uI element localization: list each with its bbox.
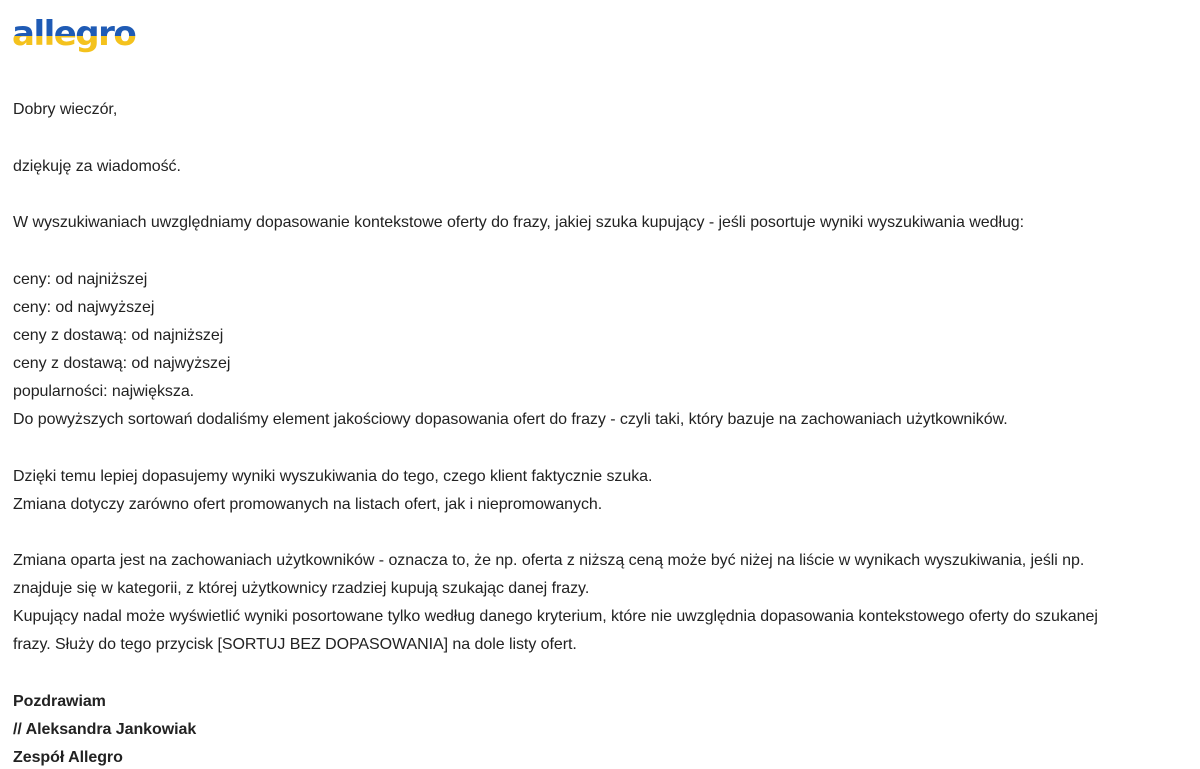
paragraph-3-line-3: Kupujący nadal może wyświetlić wyniki posortowane tylko według danego kryterium, które nie uwzględnia dopasowania kontekstowego oferty do szukanej [13, 608, 1098, 625]
svg-text:allegro: allegro [12, 14, 136, 54]
paragraph-2-line-1: Dzięki temu lepiej dopasujemy wyniki wyszukiwania do tego, czego klient faktycznie szuka. [13, 468, 653, 485]
paragraph-3-line-1: Zmiana oparta jest na zachowaniach użytkowników - oznacza to, że np. oferta z niższą ceną może być niżej na liście w wynikach wyszukiwania, jeśli np. [13, 552, 1085, 569]
signature-name: // Aleksandra Jankowiak [13, 721, 197, 738]
thanks-line: dziękuję za wiadomość. [13, 158, 181, 175]
paragraph-2-line-2: Zmiana dotyczy zarówno ofert promowanych na listach ofert, jak i niepromowanych. [13, 496, 603, 513]
greeting: Dobry wieczór, [13, 101, 118, 118]
sort-option: ceny: od najwyższej [13, 299, 155, 316]
sort-option: popularności: największa. [13, 383, 195, 400]
intro-paragraph: W wyszukiwaniach uwzględniamy dopasowanie kontekstowe oferty do frazy, jakiej szuka kupujący - jeśli posortuje wyniki wyszukiwania według: [13, 214, 1025, 231]
sort-option: ceny z dostawą: od najwyższej [13, 355, 231, 372]
sort-option: ceny z dostawą: od najniższej [13, 327, 224, 344]
sort-option: ceny: od najniższej [13, 271, 148, 288]
paragraph-3-line-4: frazy. Służy do tego przycisk [SORTUJ BEZ DOPASOWANIA] na dole listy ofert. [13, 636, 577, 653]
sort-note: Do powyższych sortowań dodaliśmy element jakościowy dopasowania ofert do frazy - czyli taki, który bazuje na zachowaniach użytkowników. [13, 411, 1008, 428]
signature-closing: Pozdrawiam [13, 693, 106, 710]
paragraph-3-line-2: znajduje się w kategorii, z której użytkownicy rzadziej kupują szukając danej frazy. [13, 580, 590, 597]
signature-team: Zespół Allegro [13, 749, 123, 766]
allegro-logo [12, 12, 144, 60]
